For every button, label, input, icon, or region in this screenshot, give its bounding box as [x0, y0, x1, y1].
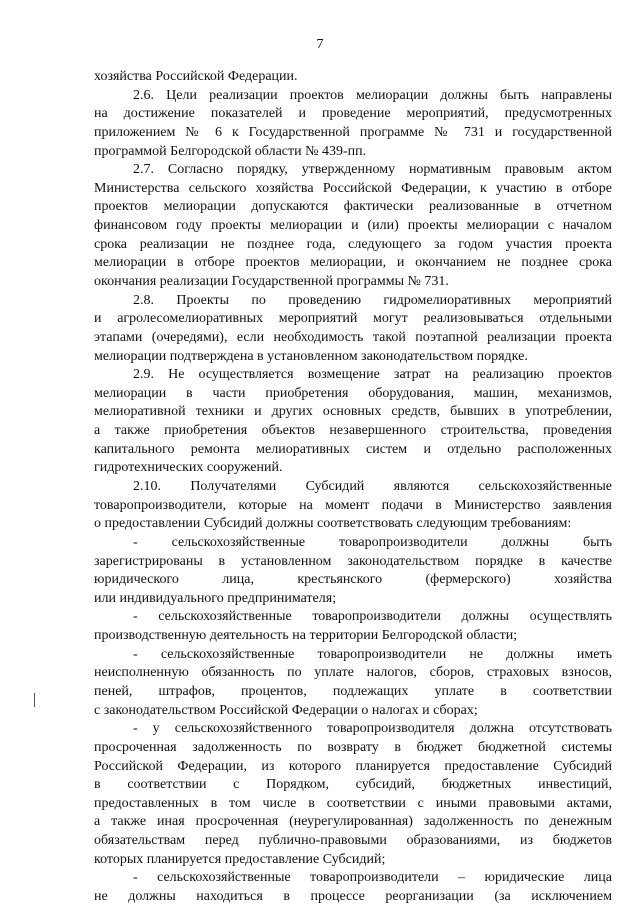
text-line: хозяйства Российской Федерации.: [94, 69, 298, 84]
text-line: на достижение показателей и проведение мероприятий, предусмотренных: [94, 106, 612, 121]
text-line: 2.7. Согласно порядку, утвержденному нормативным правовым актом: [133, 162, 612, 177]
text-line: - сельскохозяйственные товаропроизводители – юридические лица: [133, 870, 612, 885]
text-line: гидротехнических сооружений.: [94, 460, 283, 475]
text-line: о предоставлении Субсидий должны соответствовать следующим требованиям:: [94, 516, 572, 531]
text-line: Министерства сельского хозяйства Российской Федерации, к участию в отборе: [94, 181, 612, 196]
text-line: - сельскохозяйственные товаропроизводители должны быть: [133, 535, 612, 550]
text-line: или индивидуального предпринимателя;: [94, 591, 337, 606]
text-line: 2.9. Не осуществляется возмещение затрат на реализацию проектов: [133, 367, 612, 382]
scan-mark: [34, 693, 35, 707]
text-line: мелиорации в отборе проектов мелиорации, и окончанием не позднее срока: [94, 255, 612, 270]
text-line: проектов мелиорации допускаются фактически реализованные в отчетном: [94, 199, 612, 214]
text-line: товаропроизводители, которые на момент подачи в Министерство заявления: [94, 498, 612, 513]
text-line: юридического лица, крестьянского (фермерского) хозяйства: [94, 572, 612, 587]
text-line: программой Белгородской области № 439-пп.: [94, 144, 367, 159]
text-line: мелиоративной техники и других основных средств, бывших в употреблении,: [94, 404, 612, 419]
text-line: с законодательством Российской Федерации о налогах и сборах;: [94, 703, 478, 718]
text-line: срока реализации не позднее года, следующего за годом участия проекта: [94, 237, 612, 252]
text-line: мелиорации в части приобретения оборудования, машин, механизмов,: [94, 386, 612, 401]
text-line: 2.8. Проекты по проведению гидромелиоративных мероприятий: [133, 293, 612, 308]
text-line: Российской Федерации, из которого планируется предоставление Субсидий: [94, 759, 612, 774]
text-line: просроченная задолженность по возврату в бюджет бюджетной системы: [94, 740, 612, 755]
text-line: - сельскохозяйственные товаропроизводители должны осуществлять: [133, 609, 612, 624]
text-line: финансовом году проекты мелиорации и (или) проекты мелиорации с началом: [94, 218, 612, 233]
text-line: неисполненную обязанность по уплате налогов, сборов, страховых взносов,: [94, 665, 612, 680]
text-line: - сельскохозяйственные товаропроизводители не должны иметь: [133, 647, 612, 662]
text-line: производственную деятельность на территории Белгородской области;: [94, 628, 518, 643]
text-line: предоставленных в том числе в соответствии с иными правовыми актами,: [94, 796, 612, 811]
text-line: которых планируется предоставление Субсидий;: [94, 852, 386, 867]
text-line: и агролесомелиоративных мероприятий могут реализовываться отдельными: [94, 311, 612, 326]
page-number: 7: [316, 37, 324, 52]
text-line: 2.10. Получателями Субсидий являются сельскохозяйственные: [133, 479, 612, 494]
text-line: приложением № 6 к Государственной программе № 731 и государственной: [94, 125, 612, 140]
text-line: - у сельскохозяйственного товаропроизводителя должна отсутствовать: [133, 721, 612, 736]
text-line: 2.6. Цели реализации проектов мелиорации должны быть направлены: [133, 88, 612, 103]
text-line: капитального ремонта мелиоративных систем и отдельно расположенных: [94, 442, 612, 457]
text-line: не должны находиться в процессе реорганизации (за исключением: [94, 889, 612, 904]
text-line: обязательствам перед публично-правовыми образованиями, из бюджетов: [94, 833, 612, 848]
text-line: зарегистрированы в установленном законодательством порядке в качестве: [94, 554, 612, 569]
text-line: а также иная просроченная (неурегулированная) задолженность по денежным: [94, 814, 612, 829]
text-line: окончания реализации Государственной программы № 731.: [94, 274, 449, 289]
text-line: в соответствии с Порядком, субсидий, бюджетных инвестиций,: [94, 777, 612, 792]
text-line: этапами (очередями), если необходимость такой поэтапной реализации проекта: [94, 330, 612, 345]
text-line: пеней, штрафов, процентов, подлежащих уплате в соответствии: [94, 684, 612, 699]
text-line: мелиорации подтверждена в установленном законодательством порядке.: [94, 349, 528, 364]
text-line: а также приобретения объектов незавершенного строительства, проведения: [94, 423, 612, 438]
